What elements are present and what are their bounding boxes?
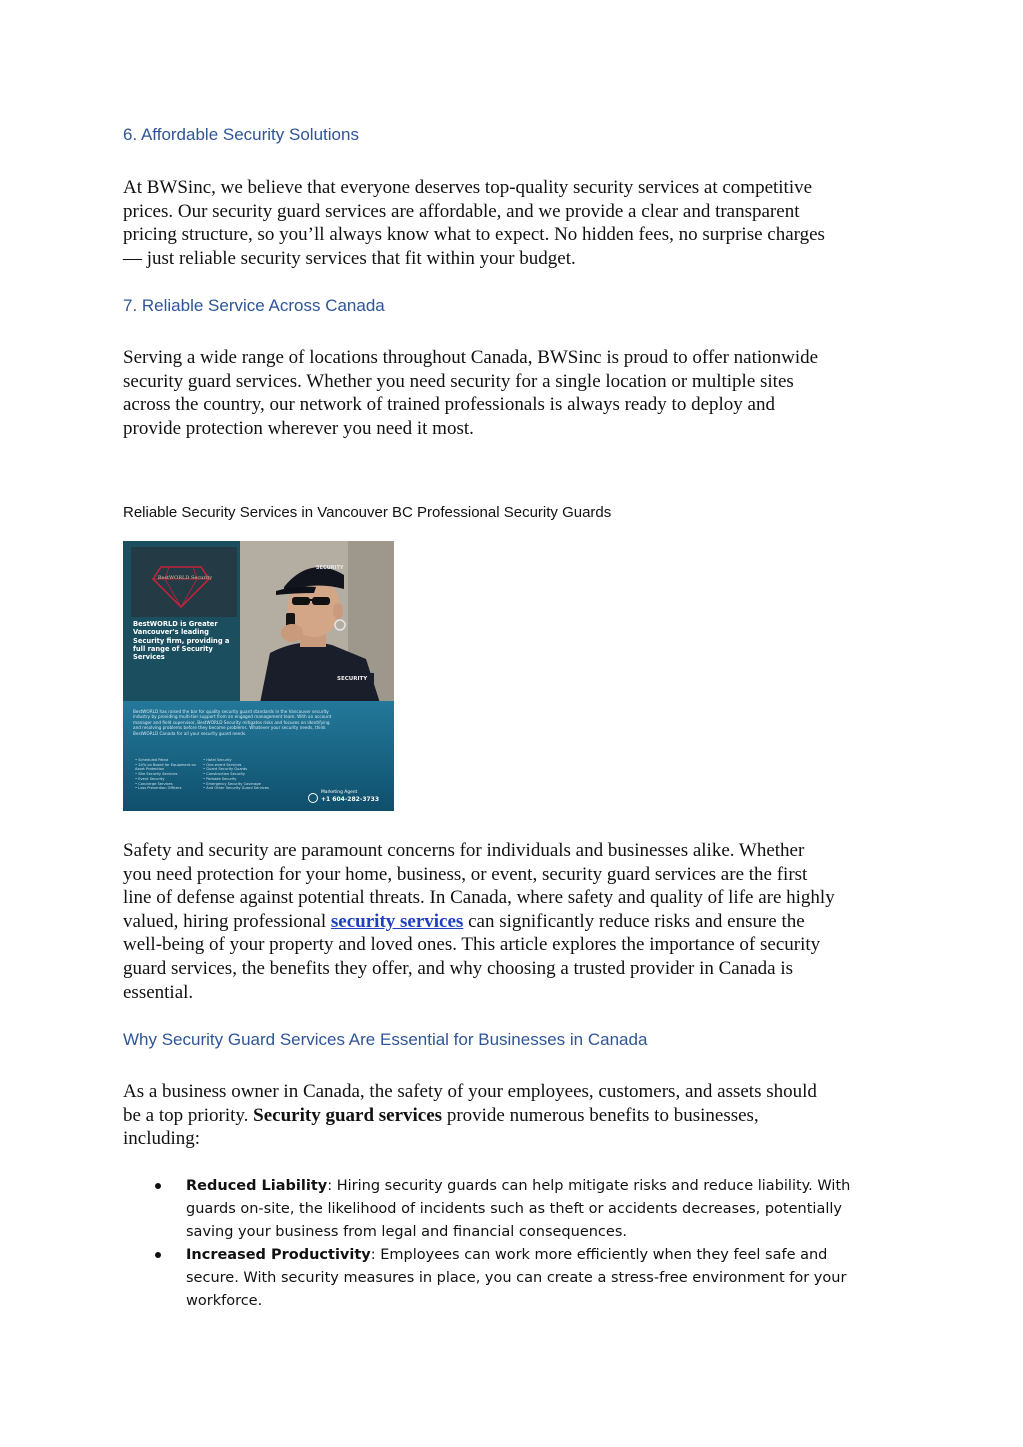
text-segment: valued, hiring professional — [123, 910, 331, 932]
text-line: including: — [123, 1128, 201, 1150]
text-line — [186, 1175, 915, 1198]
text-line: secure. With security measures in place, you can create a stress-free environment for your — [186, 1270, 847, 1286]
service-item: • Concierge Services — [135, 781, 173, 786]
contact-label: Marketing Agent — [321, 790, 358, 795]
paragraph-reliable — [123, 346, 818, 440]
bold-term: Security guard services — [253, 1104, 443, 1126]
cap-text: SECURITY — [316, 565, 344, 571]
paragraph-intro — [123, 839, 835, 1004]
poster-description — [133, 709, 383, 736]
headline-line: Security firm, providing a — [133, 636, 230, 645]
description-line: BestWORLD has raised the bar for quality security guard standards in the Vancouver security — [133, 709, 329, 714]
text-line: workforce. — [186, 1293, 263, 1309]
text-line: provide protection wherever you need it most. — [123, 417, 474, 439]
text-line: well-being of your property and loved ones. This article explores the importance of security — [123, 934, 821, 956]
service-item: • Construction Security — [203, 772, 246, 777]
headline-line: full range of Security — [133, 644, 213, 653]
text-line: Serving a wide range of locations throughout Canada, BWSinc is proud to offer nationwide — [123, 347, 819, 368]
bullet-term: Increased Productivity — [186, 1247, 371, 1263]
poster-body — [123, 701, 394, 811]
jacket-text: SECURITY — [337, 676, 368, 682]
description-line: industry by providing multi-tier support from an engaged management team. With an account — [133, 714, 332, 720]
contact-phone: +1 604-282-3733 — [321, 796, 380, 803]
text-line: As a business owner in Canada, the safety of your employees, customers, and assets should — [123, 1081, 817, 1102]
service-item: • Emergency Security Coverage — [203, 781, 261, 786]
paragraph-affordable — [123, 176, 825, 270]
service-item: • Loss Prevention Officers — [135, 786, 182, 791]
security-poster-image — [123, 541, 394, 811]
service-item: • Parkade Security — [203, 776, 237, 781]
text-line — [186, 1244, 915, 1267]
text-line: security guard services. Whether you need security for a single location or multiple sites — [123, 370, 794, 392]
benefits-list — [155, 1175, 915, 1313]
text-line: At BWSinc, we believe that everyone deserves top-quality security services at competitive — [123, 177, 813, 198]
heading-why: Why Security Guard Services Are Essential for Businesses in Canada — [123, 1030, 648, 1049]
service-item: • Site Security Services — [135, 772, 178, 777]
text-segment: be a top priority. — [123, 1104, 254, 1126]
description-line: manager and field supervisor, BestWORLD Security mitigates risks and focuses on identifying — [133, 719, 330, 725]
services-list-left — [135, 758, 196, 791]
poster-logo-text: BestWORLD Security — [157, 575, 213, 581]
text-line: pricing structure, so you’ll always know what to expect. No hidden fees, no surprise charges — [123, 224, 825, 246]
paragraph-why — [123, 1080, 817, 1151]
text-line: across the country, our network of trained professionals is always ready to deploy and — [123, 394, 775, 416]
text-line: guards on-site, the likelihood of incidents such as theft or accidents decreases, potentially — [186, 1201, 842, 1217]
text-line: guard services, the benefits they offer, and why choosing a trusted provider in Canada is — [123, 957, 794, 979]
image-caption: Reliable Security Services in Vancouver BC Professional Security Guards — [123, 504, 612, 521]
text-line: essential. — [123, 981, 194, 1003]
service-item: • 24% on Board for Equipment on — [135, 762, 196, 767]
headline-line: Vancouver's leading — [133, 628, 209, 637]
service-item: • Hotel Security — [203, 758, 232, 762]
service-item: • Scheduled Patrol — [135, 758, 169, 762]
description-line: and resolving problems before they become problems. Whatever your security needs, think — [133, 725, 326, 731]
text-segment: provide numerous benefits to businesses, — [442, 1104, 759, 1126]
text-line — [123, 910, 835, 934]
text-segment: : Hiring security guards can help mitigate risks and reduce liability. With — [327, 1178, 851, 1194]
service-item: • Event Security — [135, 776, 165, 781]
description-line: BestWORLD Canada for all your security guard needs. — [133, 730, 247, 736]
text-line: saving your business from legal and financial consequences. — [186, 1224, 627, 1240]
service-item: • And Other Security Guard Services — [203, 786, 269, 791]
service-item: • One-event Services — [203, 762, 242, 767]
bullet-term: Reduced Liability — [186, 1178, 328, 1194]
text-line — [123, 1104, 817, 1128]
services-list-right — [203, 758, 269, 791]
text-line: line of defense against potential threats. In Canada, where safety and quality of life are highly — [123, 887, 835, 909]
list-item — [155, 1244, 915, 1313]
text-line: — just reliable security services that fit within your budget. — [123, 247, 576, 269]
phone-icon — [308, 793, 318, 803]
bullet-icon — [155, 1183, 161, 1189]
text-segment: : Employees can work more efficiently when they feel safe and — [370, 1247, 828, 1263]
text-line: Safety and security are paramount concerns for individuals and businesses alike. Whether — [123, 840, 805, 861]
text-line: you need protection for your home, business, or event, security guard services are the first — [123, 863, 808, 885]
service-item: • Guard Security Guards — [203, 767, 248, 772]
poster-headline — [133, 620, 245, 661]
security-guard-photo — [240, 541, 394, 703]
poster-contact — [301, 789, 387, 807]
heading-affordable: 6. Affordable Security Solutions — [123, 125, 359, 144]
service-item: Asset Protection — [135, 767, 165, 772]
list-item — [155, 1175, 915, 1244]
bullet-icon — [155, 1252, 161, 1258]
text-line: prices. Our security guard services are affordable, and we provide a clear and transparent — [123, 200, 800, 222]
security-services-link[interactable]: security services — [330, 910, 464, 932]
text-segment: can significantly reduce risks and ensure the — [463, 910, 805, 932]
headline-line: BestWORLD is Greater — [133, 620, 218, 628]
headline-line: Services — [133, 653, 165, 662]
heading-reliable: 7. Reliable Service Across Canada — [123, 296, 385, 315]
diamond-logo-icon — [151, 561, 211, 609]
poster-logo — [131, 547, 237, 617]
